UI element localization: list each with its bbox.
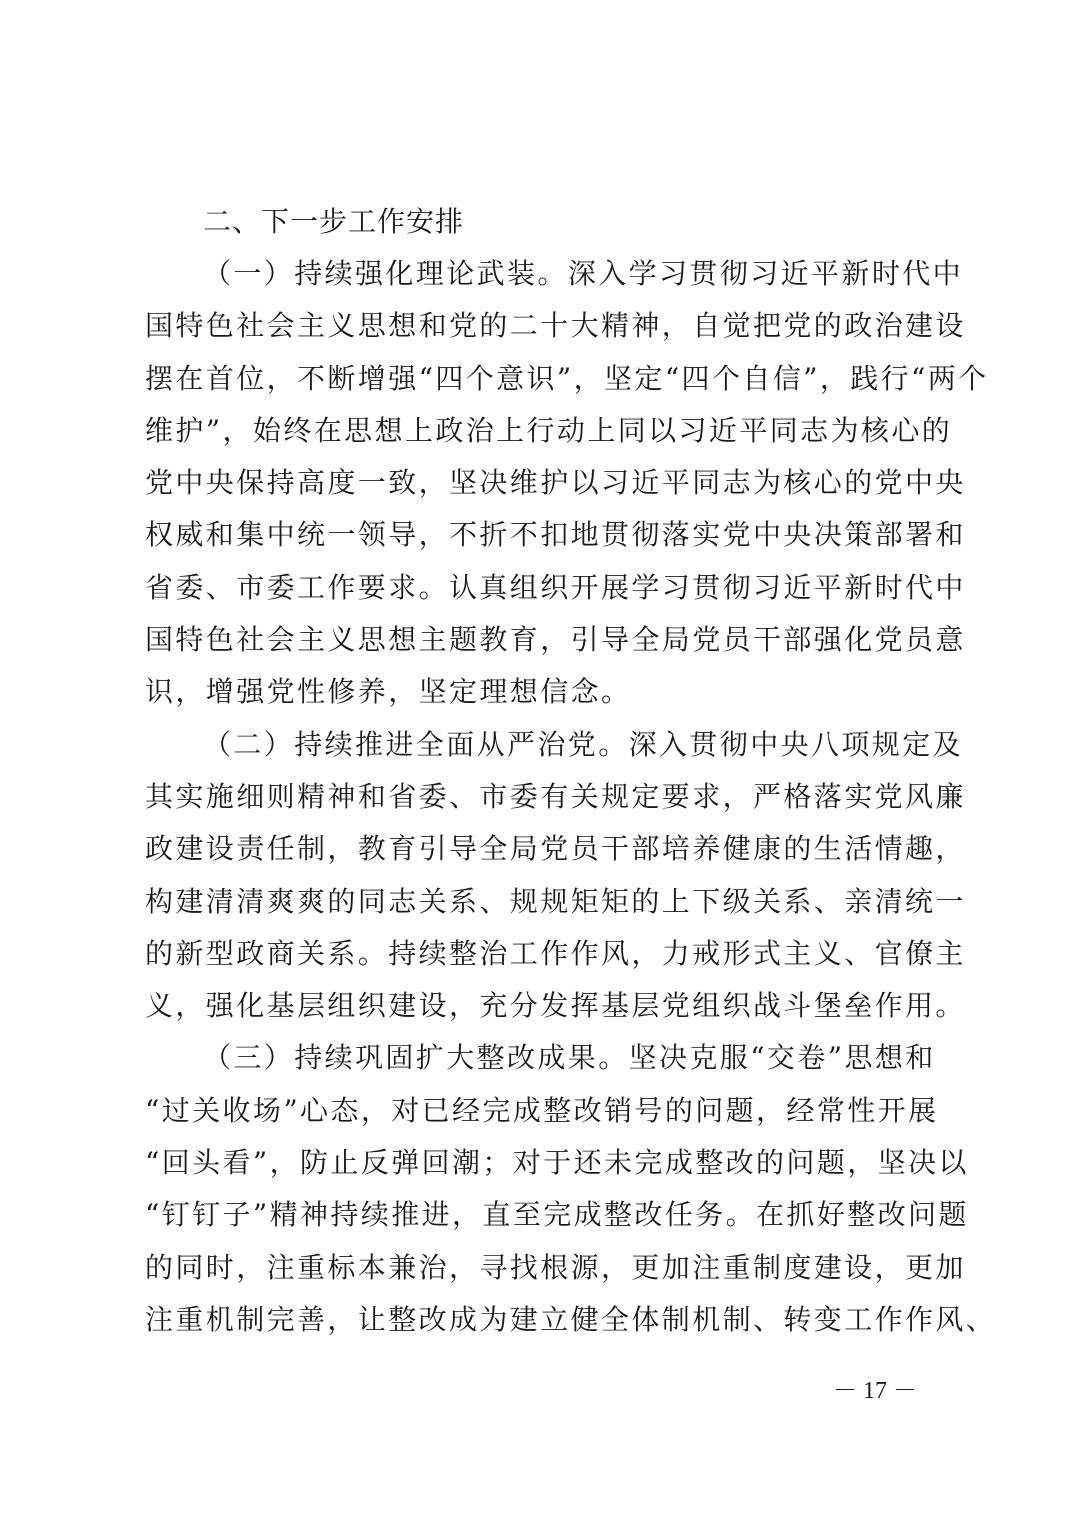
text-line [145, 353, 989, 405]
subsection-heading: （二）持续推进全面从严治党。 [203, 727, 629, 761]
page-number: － 17 － [833, 1378, 917, 1404]
line-text: 义，强化基层组织建设，充分发挥基层党组织战斗堡垒作用。 [145, 989, 966, 1023]
line-text: 维护”，始终在思想上政治上行动上同以习近平同志为核心的 [145, 413, 953, 447]
page-body [145, 196, 997, 1346]
section-heading: 二、下一步工作安排 [203, 205, 465, 238]
line-text: 政建设责任制，教育引导全局党员干部培养健康的生活情趣， [145, 832, 966, 866]
text-line [145, 300, 966, 352]
line-text: “钉钉子”精神持续推进，直至完成整改任务。在抓好整改问题 [145, 1198, 969, 1232]
line-text: 党中央保持高度一致，坚决维护以习近平同志为核心的党中央 [145, 466, 966, 500]
line-text: 深入贯彻中央八项规定及 [628, 727, 964, 761]
line-text: 的新型政商关系。持续整治工作作风，力戒形式主义、官僚主 [145, 936, 966, 970]
text-line [145, 719, 964, 771]
line-text: 其实施细则精神和省委、市委有关规定要求，严格落实党风廉 [145, 779, 966, 813]
text-line [145, 771, 966, 823]
text-line [145, 1032, 935, 1084]
text-line [145, 823, 966, 875]
line-text: 摆在首位，不断增强“四个意识”，坚定“四个自信”，践行“两个 [145, 361, 989, 395]
line-text: 注重机制完善，让整改成为建立健全体制机制、转变工作作风、 [145, 1302, 997, 1336]
line-text: 国特色社会主义思想主题教育，引导全局党员干部强化党员意 [145, 623, 966, 657]
line-text: “过关收场”心态，对已经完成整改销号的问题，经常性开展 [145, 1093, 939, 1127]
line-text: 国特色社会主义思想和党的二十大精神，自觉把党的政治建设 [145, 309, 966, 343]
text-line [145, 1294, 997, 1346]
line-text: 省委、市委工作要求。认真组织开展学习贯彻习近平新时代中 [145, 570, 966, 604]
paragraph [145, 248, 989, 719]
paragraph [145, 1032, 997, 1346]
line-text: “回头看”，防止反弹回潮；对于还未完成整改的问题，坚决以 [145, 1146, 969, 1180]
subsection-heading: （三）持续巩固扩大整改成果。 [203, 1041, 629, 1075]
line-text: 坚决克服“交卷”思想和 [628, 1041, 936, 1075]
line-text: 构建清清爽爽的同志关系、规规矩矩的上下级关系、亲清统一 [145, 884, 966, 918]
text-line [145, 928, 966, 980]
text-line [145, 614, 966, 666]
text-line [145, 509, 966, 561]
text-line [145, 457, 966, 509]
text-line [145, 1137, 969, 1189]
paragraph [145, 719, 966, 1033]
text-line [145, 980, 966, 1032]
text-line [145, 876, 966, 928]
line-text: 识，增强党性修养，坚定理想信念。 [145, 675, 632, 709]
text-line [145, 562, 966, 614]
text-line [145, 1189, 969, 1241]
text-line [145, 1242, 966, 1294]
line-text: 的同时，注重标本兼治，寻找根源，更加注重制度建设，更加 [145, 1250, 966, 1284]
line-text: 深入学习贯彻习近平新时代中 [567, 257, 964, 290]
text-line [145, 405, 953, 457]
text-line [145, 1085, 939, 1137]
line-text: 权威和集中统一领导，不折不扣地贯彻落实党中央决策部署和 [145, 518, 966, 552]
paragraph-list [145, 248, 997, 1346]
subsection-heading: （一）持续强化理论武装。 [203, 257, 568, 290]
text-line [145, 666, 935, 718]
text-line [145, 248, 964, 300]
